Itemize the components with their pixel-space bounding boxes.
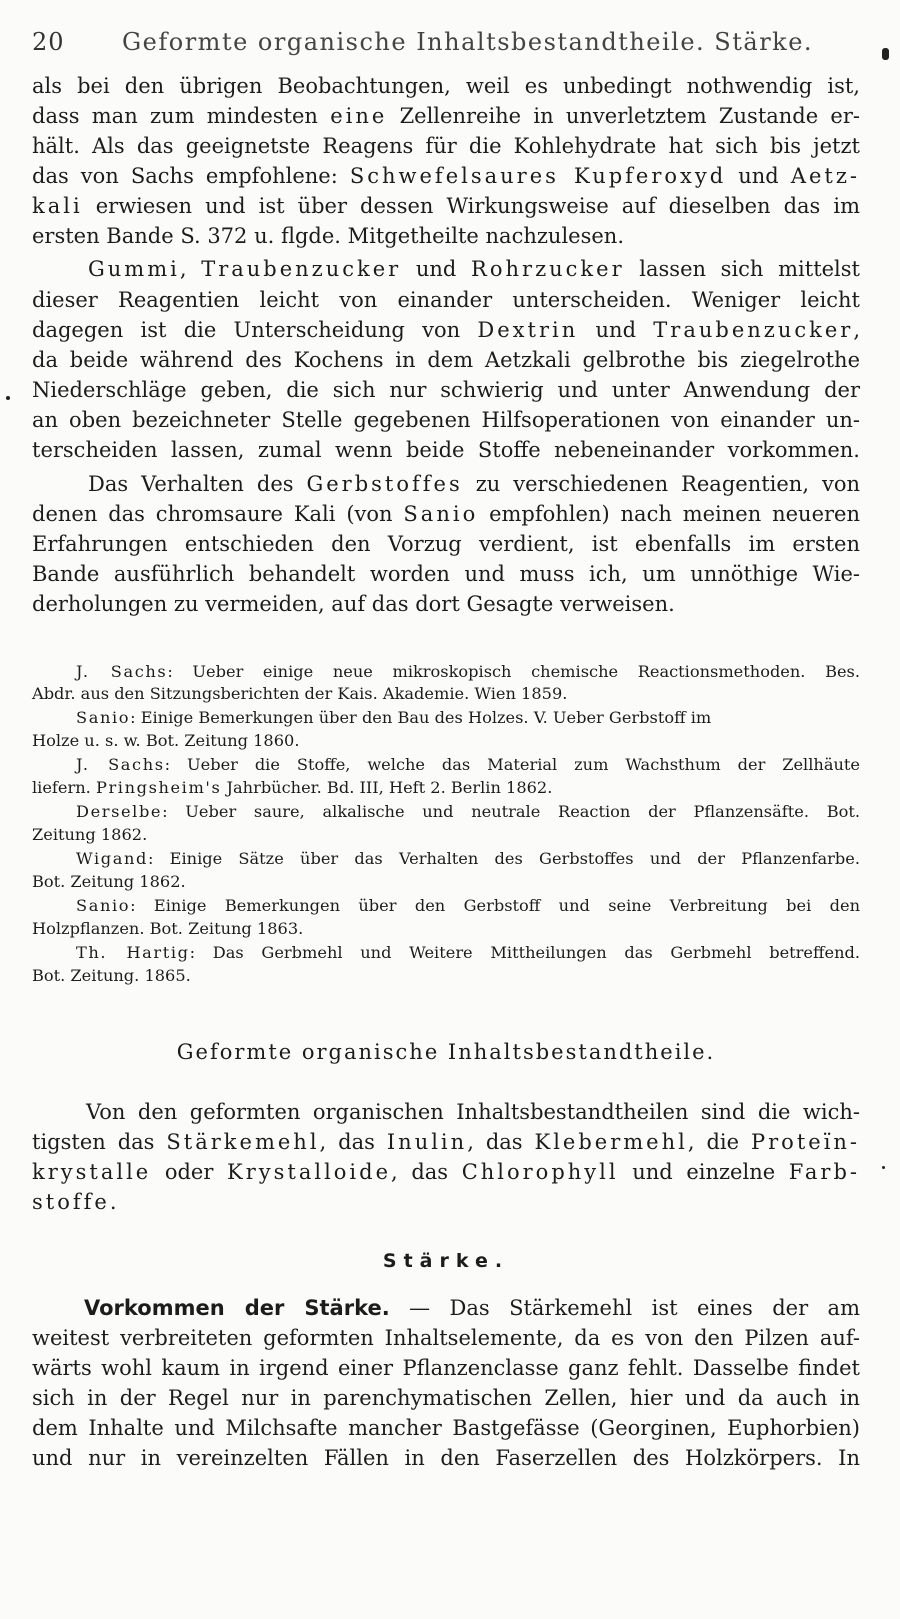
text-line [32, 1190, 860, 1214]
text-span: hält. Als das geeignetste Reagens für die Kohlehydrate hat sich bis jetzt [32, 134, 860, 158]
text-span: dem Inhalte und Milchsafte mancher Bastgefässe (Georginen, Euphorbien) [32, 1416, 860, 1440]
footnote-line [32, 684, 860, 703]
emphasis: Aetz- [790, 164, 861, 188]
running-header [32, 28, 862, 58]
running-title: Geformte organische Inhaltsbestandtheile. Stärke. [122, 28, 814, 56]
bold-lead: Vorkommen der Stärke. [84, 1296, 390, 1320]
emphasis: Gerbstoffes [306, 472, 463, 496]
text-span: — Das Stärkemehl ist eines der am [389, 1296, 860, 1320]
text-line [32, 472, 860, 496]
text-span: oder [151, 1160, 228, 1184]
text-line [32, 532, 860, 556]
text-span: Bande ausführlich behandelt worden und muss ich, um unnöthige Wie- [32, 562, 860, 586]
footnote-author: J. Sachs [76, 662, 168, 681]
text-span: das von Sachs empfohlene: [32, 164, 350, 188]
text-line [32, 502, 860, 526]
subsection-heading: Stärke. [382, 1250, 510, 1272]
text-span: Bot. Zeitung 1862. [32, 872, 186, 891]
text-span: dass man zum mindesten [32, 104, 331, 128]
text-span: dagegen ist die Unterscheidung von [32, 318, 478, 342]
text-span: : Das Gerbmehl und Weitere Mittheilungen das Gerbmehl betreffend. [189, 943, 860, 962]
text-line [32, 194, 860, 218]
text-line [32, 1416, 860, 1440]
emphasis: Gummi [88, 257, 180, 281]
text-span: Zellenreihe in unverletztem Zustande er- [387, 104, 860, 128]
footnote-author: Sanio [76, 708, 131, 727]
emphasis: Proteïn- [751, 1130, 861, 1154]
text-span: Erfahrungen entschieden den Vorzug verdient, ist ebenfalls im ersten [32, 532, 860, 556]
text-span: : Ueber einige neue mikroskopisch chemische Reactionsmethoden. Bes. [167, 662, 860, 681]
text-line [32, 257, 860, 281]
text-span: da beide während des Kochens in dem Aetzkali gelbrothe bis ziegelrothe [32, 348, 860, 372]
footnote-line [32, 896, 860, 915]
text-span: Holze u. s. w. Bot. Zeitung 1860. [32, 731, 300, 750]
footnote-line [32, 825, 860, 844]
emphasis: Farb- [788, 1160, 861, 1184]
text-span: . [109, 1190, 117, 1214]
emphasis: Chlorophyll [461, 1160, 619, 1184]
text-line [32, 1160, 860, 1184]
text-line [32, 562, 860, 586]
text-span: , das [319, 1130, 387, 1154]
text-span: Abdr. aus den Sitzungsberichten der Kais. Akademie. Wien 1859. [32, 684, 568, 703]
text-line [32, 592, 860, 616]
text-line [32, 224, 860, 248]
footnote-author: Sanio [76, 896, 131, 915]
footnote-line [32, 802, 860, 821]
ink-speck [882, 1166, 885, 1169]
text-line [32, 1100, 860, 1124]
text-span: , [179, 257, 202, 281]
emphasis: krystalle [32, 1160, 152, 1184]
text-span: terscheiden lassen, zumal wenn beide Stoffe nebeneinander vorkommen. [32, 438, 860, 462]
text-span: erwiesen und ist über dessen Wirkungsweise auf dieselben das im [82, 194, 860, 218]
text-span: empfohlen) nach meinen neueren [478, 502, 860, 526]
text-line [32, 1326, 860, 1350]
text-span: ersten Bande S. 372 u. flgde. Mitgetheilte nachzulesen. [32, 224, 624, 248]
text-span: denen das chromsaure Kali (von [32, 502, 404, 526]
text-line [32, 1296, 860, 1320]
footnote-line [32, 966, 860, 985]
ink-speck [882, 48, 889, 60]
footnote-author: Wigand [76, 849, 148, 868]
text-span: und einzelne [618, 1160, 789, 1184]
emphasis: Klebermehl [534, 1130, 688, 1154]
text-line [32, 134, 860, 158]
footnote-author: Th. Hartig [76, 943, 190, 962]
footnote-line [32, 731, 860, 750]
text-line [32, 74, 860, 98]
text-line [32, 408, 860, 432]
text-span: derholungen zu vermeiden, auf das dort Gesagte verweisen. [32, 592, 675, 616]
text-span: als bei den übrigen Beobachtungen, weil es unbedingt nothwendig ist, [32, 74, 860, 98]
text-span: , das [467, 1130, 535, 1154]
text-span: : Einige Sätze über das Verhalten des Gerbstoffes und der Pflanzenfarbe. [147, 849, 860, 868]
text-span: , das [391, 1160, 462, 1184]
text-line [32, 378, 860, 402]
section-heading: Geformte organische Inhaltsbestandtheile. [176, 1040, 716, 1064]
footnote-line [32, 849, 860, 868]
emphasis: kali [32, 194, 83, 218]
footnote-author: J. Sachs [76, 755, 165, 774]
text-span: weitest verbreiteten geformten Inhaltselemente, da es von den Pilzen auf- [32, 1326, 860, 1350]
text-line [32, 1356, 860, 1380]
text-span: und [401, 257, 472, 281]
text-span: lassen sich mittelst [624, 257, 860, 281]
text-line [32, 348, 860, 372]
emphasis: Dextrin [477, 318, 579, 342]
emphasis: Stärkemehl [166, 1130, 320, 1154]
text-span: sich in der Regel nur in parenchymatischen Zellen, hier und da auch in [32, 1386, 860, 1410]
text-span: Jahrbücher. Bd. III, Heft 2. Berlin 1862. [221, 778, 553, 797]
text-line [32, 104, 860, 128]
emphasis: Inulin [386, 1130, 468, 1154]
emphasis: Traubenzucker [201, 257, 402, 281]
emphasis: Rohrzucker [471, 257, 625, 281]
emphasis: Krystalloide [227, 1160, 392, 1184]
emphasis: stoffe [32, 1190, 110, 1214]
footnote-line [32, 919, 860, 938]
text-line [32, 164, 860, 188]
emphasis: eine [330, 104, 388, 128]
text-span: Das Verhalten des [88, 472, 307, 496]
text-line [32, 1446, 860, 1470]
footnote-line [32, 755, 860, 774]
footnote-line [32, 943, 860, 962]
text-span: und [578, 318, 654, 342]
text-span: an oben bezeichneter Stelle gegebenen Hilfsoperationen von einander un- [32, 408, 860, 432]
footnote-line [32, 708, 860, 727]
emphasis: Sanio [403, 502, 479, 526]
emphasis: Schwefelsaures Kupferoxyd [349, 164, 727, 188]
footnote-line [32, 778, 860, 797]
text-span: : Ueber saure, alkalische und neutrale Reaction der Pflanzensäfte. Bot. [162, 802, 860, 821]
footnote-line [32, 662, 860, 681]
footnote-author: Derselbe [76, 802, 163, 821]
text-span: : Ueber die Stoffe, welche das Material zum Wachsthum der Zellhäute [164, 755, 860, 774]
text-span: Von den geformten organischen Inhaltsbestandtheilen sind die wich- [86, 1100, 860, 1124]
emphasis: Traubenzucker [653, 318, 854, 342]
text-line [32, 1130, 860, 1154]
ink-speck [6, 396, 10, 400]
text-span: zu verschiedenen Reagentien, von [462, 472, 860, 496]
text-line [32, 1386, 860, 1410]
text-span: und [726, 164, 791, 188]
text-span: liefern. [32, 778, 96, 797]
text-span: : Einige Bemerkungen über den Gerbstoff und seine Verbreitung bei den [130, 896, 860, 915]
text-span: wärts wohl kaum in irgend einer Pflanzenclasse ganz fehlt. Dasselbe findet [32, 1356, 860, 1380]
text-span: Zeitung 1862. [32, 825, 148, 844]
text-span: , die [687, 1130, 752, 1154]
text-span: Niederschläge geben, die sich nur schwierig und unter Anwendung der [32, 378, 860, 402]
text-span: und nur in vereinzelten Fällen in den Faserzellen des Holzkörpers. In [32, 1446, 860, 1470]
text-span: : Einige Bemerkungen über den Bau des Holzes. V. Ueber Gerbstoff im [130, 708, 712, 727]
page-number: 20 [32, 28, 65, 56]
text-line [32, 438, 860, 462]
text-span: , [853, 318, 861, 342]
text-span: dieser Reagentien leicht von einander unterscheiden. Weniger leicht [32, 288, 860, 312]
footnote-line [32, 872, 860, 891]
text-line [32, 318, 860, 342]
text-span: Holzpflanzen. Bot. Zeitung 1863. [32, 919, 304, 938]
text-line [32, 288, 860, 312]
text-span: tigsten das [32, 1130, 167, 1154]
text-span: Bot. Zeitung. 1865. [32, 966, 191, 985]
emphasis: Pringsheim's [95, 778, 222, 797]
